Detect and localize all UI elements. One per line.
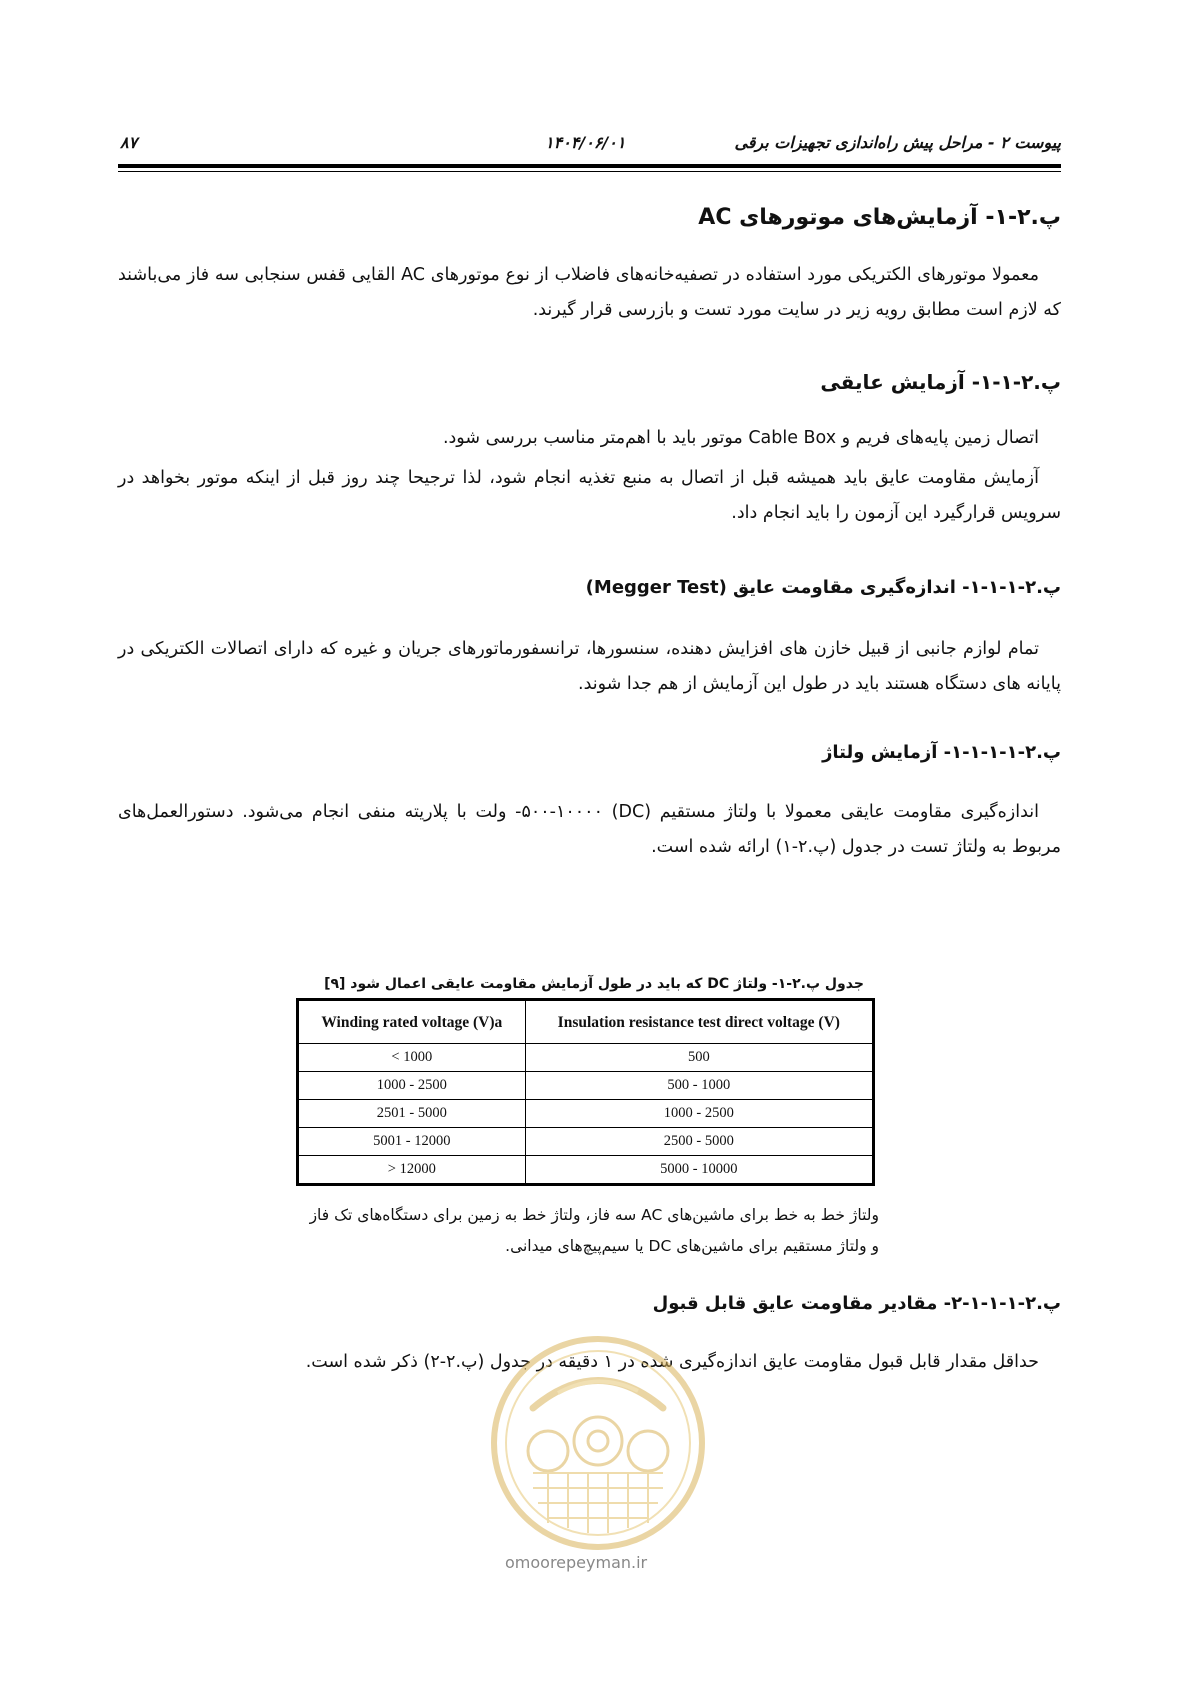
- paragraph-dc-voltage: اندازه‌گیری مقاومت عایقی معمولا با ولتاژ مستقیم (DC) ۵۰۰-۱۰۰۰۰- ولت با پلاریته منفی انجام می‌شود. دستورالعمل‌های مربوط به ولتاژ تست در جدول (پ.۲-۱) ارائه شده است.: [118, 802, 1061, 857]
- table-row: [298, 1044, 874, 1072]
- page-number: ۸۷: [120, 133, 138, 152]
- paragraph-grounding: اتصال زمین پایه‌های فریم و Cable Box موتور باید با اهم‌متر مناسب بررسی شود.: [442, 428, 1039, 448]
- header-rule-thin: [118, 171, 1061, 172]
- heading-voltage-test: پ.۲-۱-۱-۱-۱- آزمایش ولتاژ: [822, 742, 1061, 763]
- table-row: [298, 1100, 874, 1128]
- table-caption: جدول پ.۲-۱- ولتاژ DC که باید در طول آزمایش مقاومت عایقی اعمال شود [۹]: [324, 976, 864, 992]
- heading-acceptable-values: پ.۲-۱-۱-۱-۲- مقادیر مقاومت عایق قابل قبول: [652, 1293, 1061, 1314]
- table-note: [310, 1200, 879, 1262]
- table-cell: 2500 - 5000: [525, 1128, 873, 1156]
- column-header: Insulation resistance test direct voltage (V): [525, 1000, 873, 1044]
- table-cell: 1000 - 2500: [525, 1100, 873, 1128]
- heading-megger-test: پ.۲-۱-۱-۱- اندازه‌گیری مقاومت عایق (Megger Test): [585, 577, 1061, 598]
- paragraph-insulation-resistance: آزمایش مقاومت عایق باید همیشه قبل از اتصال به منبع تغذیه انجام شود، لذا ترجیحا چند روز قبل از اینکه موتور بخواهد در سرویس قرارگیرد این آزمون را باید انجام داد.: [118, 468, 1061, 523]
- heading-ac-motor-tests: پ.۲-۱- آزمایش‌های موتورهای AC: [698, 205, 1061, 230]
- running-header-title: پیوست ۲ - مراحل پیش راه‌اندازی تجهیزات برقی: [734, 133, 1061, 152]
- table-cell: 500: [525, 1044, 873, 1072]
- table-cell: 5000 - 10000: [525, 1156, 873, 1185]
- table-cell: 5001 - 12000: [298, 1128, 526, 1156]
- table-row: [298, 1156, 874, 1185]
- test-voltage-table: [296, 998, 875, 1186]
- table-header-row: [298, 1000, 874, 1044]
- table-row: [298, 1128, 874, 1156]
- watermark-stamp-logo: [488, 1333, 708, 1553]
- table-cell: 2501 - 5000: [298, 1100, 526, 1128]
- running-header-date: ۱۴۰۴/۰۶/۰۱: [545, 133, 626, 152]
- watermark-site: omoorepeyman.ir: [505, 1553, 648, 1572]
- heading-insulation-test: پ.۲-۱-۱- آزمایش عایقی: [820, 370, 1061, 394]
- table-cell: > 12000: [298, 1156, 526, 1185]
- table-note-line: و ولتاژ مستقیم برای ماشین‌های DC یا سیم‌پیچ‌های میدانی.: [505, 1237, 879, 1255]
- table-row: [298, 1072, 874, 1100]
- paragraph-ac-motors: معمولا موتورهای الکتریکی مورد استفاده در تصفیه‌خانه‌های فاضلاب از نوع موتورهای AC القایی قفس سنجابی سه فاز می‌باشند که لازم است مطابق رویه زیر در سایت مورد تست و بازرسی قرار گیرند.: [118, 265, 1061, 320]
- header-rule-thick: [118, 164, 1061, 168]
- table-cell: 500 - 1000: [525, 1072, 873, 1100]
- paragraph-minimum-resistance: حداقل مقدار قابل قبول مقاومت عایق اندازه‌گیری شده در ۱ دقیقه در جدول (پ.۲-۲) ذکر شده است.: [305, 1352, 1039, 1372]
- table-cell: < 1000: [298, 1044, 526, 1072]
- paragraph-accessories: تمام لوازم جانبی از قبیل خازن های افزایش دهنده، سنسورها، ترانسفورماتورهای جریان و غیره که دارای اتصالات الکتریکی در پایانه های دستگاه هستند باید در طول این آزمایش از هم جدا شوند.: [118, 639, 1061, 694]
- table-cell: 1000 - 2500: [298, 1072, 526, 1100]
- table-note-line: ولتاژ خط به خط برای ماشین‌های AC سه فاز، ولتاژ خط به زمین برای دستگاه‌های تک فاز: [309, 1206, 879, 1224]
- column-header: Winding rated voltage (V)a: [298, 1000, 526, 1044]
